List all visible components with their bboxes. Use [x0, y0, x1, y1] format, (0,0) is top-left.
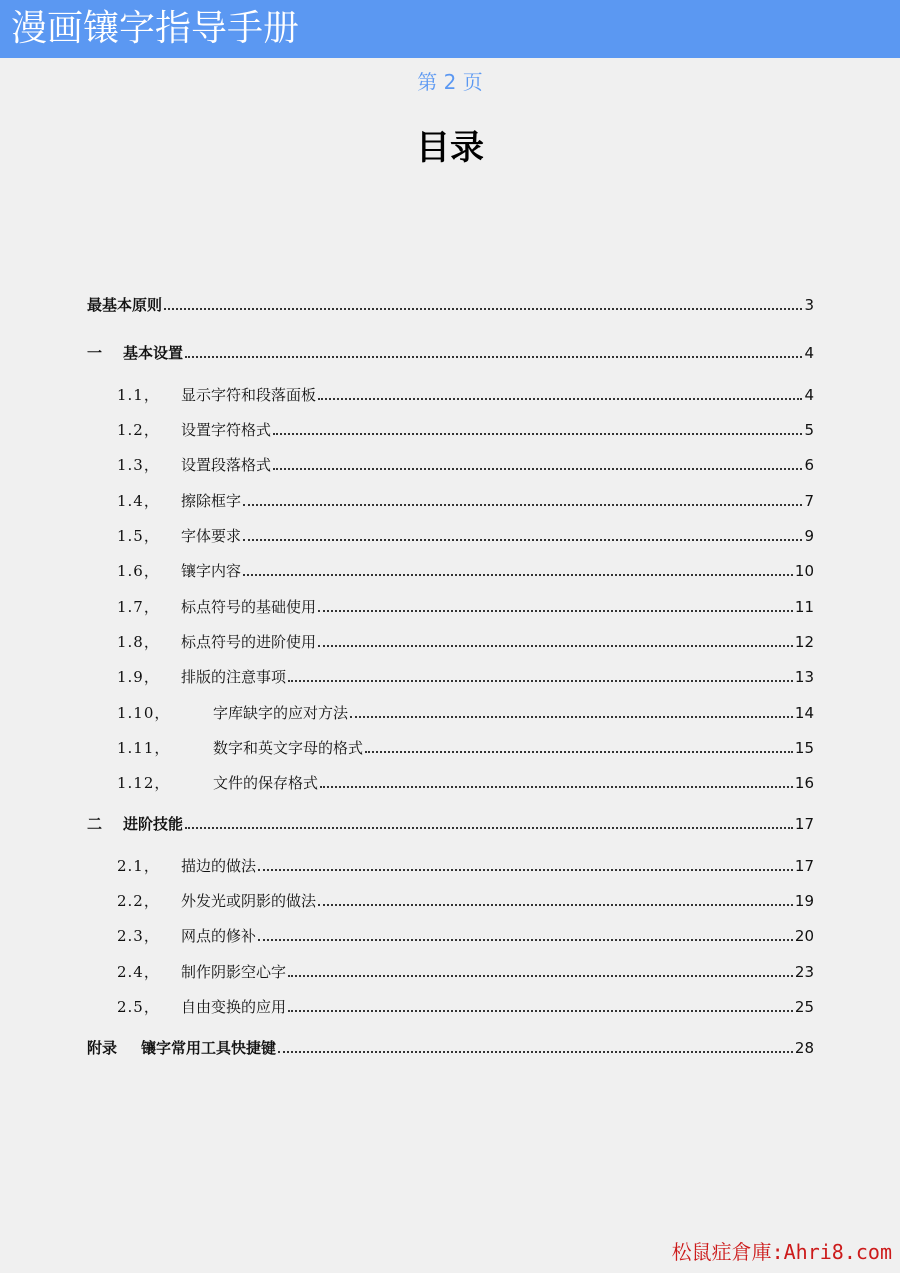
toc-entry-page: 12 — [794, 633, 814, 651]
toc-entry-title: 擦除框字 — [181, 492, 242, 510]
toc-entry-number: 1.5， — [117, 527, 160, 545]
toc-entry-page: 17 — [794, 857, 814, 875]
toc-entry-title: 制作阴影空心字 — [181, 963, 287, 981]
toc-entry-title: 文件的保存格式 — [213, 774, 319, 792]
toc-entry-title: 镶字常用工具快捷键 — [141, 1039, 277, 1057]
toc-dot-leader — [273, 433, 802, 435]
toc-dot-leader — [278, 1051, 793, 1053]
toc-entry[interactable] — [87, 1033, 814, 1057]
toc-entry[interactable] — [87, 886, 814, 910]
toc-entry[interactable] — [87, 957, 814, 981]
toc-entry-page: 11 — [794, 598, 814, 616]
toc-entry-title: 字库缺字的应对方法 — [213, 704, 349, 722]
toc-dot-leader — [185, 827, 793, 829]
toc-entry-title: 排版的注意事项 — [181, 668, 287, 686]
toc-entry[interactable] — [87, 851, 814, 875]
toc-entry-title: 设置段落格式 — [181, 456, 272, 474]
toc-dot-leader — [365, 751, 793, 753]
toc-entry-title: 标点符号的进阶使用 — [181, 633, 317, 651]
toc-entry[interactable] — [87, 380, 814, 404]
toc-dot-leader — [243, 504, 802, 506]
toc-entry-number: 1.9， — [117, 668, 160, 686]
toc-entry-page: 23 — [794, 963, 814, 981]
toc-entry-page: 6 — [804, 456, 814, 474]
toc-entry[interactable] — [87, 698, 814, 722]
toc-entry[interactable] — [87, 415, 814, 439]
toc-entry-page: 17 — [794, 815, 814, 833]
toc-dot-leader — [243, 574, 793, 576]
toc-entry-page: 9 — [804, 527, 814, 545]
toc-heading: 目录 — [416, 128, 484, 168]
toc-dot-leader — [318, 398, 802, 400]
toc-entry-page: 20 — [794, 927, 814, 945]
toc-entry-page: 15 — [794, 739, 814, 757]
toc-entry-number: 1.3， — [117, 456, 160, 474]
toc-entry[interactable] — [87, 768, 814, 792]
toc-dot-leader — [318, 610, 793, 612]
toc-entry-page: 3 — [804, 296, 814, 314]
toc-entry[interactable] — [87, 290, 814, 314]
toc-entry-number: 1.2， — [117, 421, 160, 439]
toc-entry-title: 网点的修补 — [181, 927, 257, 945]
toc-entry-number: 2.4， — [117, 963, 160, 981]
toc-entry[interactable] — [87, 662, 814, 686]
toc-entry-title: 自由变换的应用 — [181, 998, 287, 1016]
toc-entry-page: 10 — [794, 562, 814, 580]
toc-entry[interactable] — [87, 521, 814, 545]
toc-entry-page: 14 — [794, 704, 814, 722]
toc-entry-title: 基本设置 — [123, 344, 184, 362]
toc-entry[interactable] — [87, 450, 814, 474]
toc-entry-number: 1.6， — [117, 562, 160, 580]
toc-entry-page: 16 — [794, 774, 814, 792]
toc-entry-title: 显示字符和段落面板 — [181, 386, 317, 404]
toc-dot-leader — [288, 680, 793, 682]
watermark: 松鼠症倉庫:Ahri8.com — [671, 1240, 892, 1264]
toc-dot-leader — [350, 716, 793, 718]
toc-entry-title: 最基本原则 — [87, 296, 163, 314]
toc-dot-leader — [243, 539, 802, 541]
toc-entry[interactable] — [87, 486, 814, 510]
toc-dot-leader — [288, 1010, 793, 1012]
toc-dot-leader — [288, 975, 793, 977]
toc-entry-page: 19 — [794, 892, 814, 910]
document-title: 漫画镶字指导手册 — [11, 8, 300, 49]
toc-entry[interactable] — [87, 338, 814, 362]
toc-entry-page: 28 — [794, 1039, 814, 1057]
toc-entry-number: 1.4， — [117, 492, 160, 510]
page-number-label: 第 2 页 — [417, 70, 483, 94]
toc-entry-title: 进阶技能 — [123, 815, 184, 833]
toc-entry[interactable] — [87, 733, 814, 757]
toc-entry-number: 1.11， — [117, 739, 171, 757]
toc-entry-number: 2.3， — [117, 927, 160, 945]
toc-entry-number: 1.10， — [117, 704, 171, 722]
toc-entry-number: 1.12， — [117, 774, 171, 792]
toc-entry-number: 二 — [87, 815, 103, 833]
toc-entry-title: 标点符号的基础使用 — [181, 598, 317, 616]
toc-dot-leader — [164, 308, 802, 310]
toc-entry-page: 4 — [804, 344, 814, 362]
toc-dot-leader — [320, 786, 793, 788]
toc-entry-number: 1.1， — [117, 386, 160, 404]
toc-entry-number: 2.5， — [117, 998, 160, 1016]
toc-entry-page: 25 — [794, 998, 814, 1016]
toc-entry-number: 附录 — [87, 1039, 118, 1057]
toc-entry-page: 4 — [804, 386, 814, 404]
toc-entry-number: 1.8， — [117, 633, 160, 651]
toc-entry[interactable] — [87, 592, 814, 616]
toc-entry-page: 5 — [804, 421, 814, 439]
toc-entry-title: 数字和英文字母的格式 — [213, 739, 364, 757]
toc-entry-number: 1.7， — [117, 598, 160, 616]
toc-entry-number: 2.1， — [117, 857, 160, 875]
toc-dot-leader — [318, 645, 793, 647]
toc-entry-page: 7 — [804, 492, 814, 510]
toc-entry[interactable] — [87, 556, 814, 580]
toc-entry-number: 2.2， — [117, 892, 160, 910]
toc-entry[interactable] — [87, 627, 814, 651]
toc-entry-page: 13 — [794, 668, 814, 686]
toc-entry-title: 镶字内容 — [181, 562, 242, 580]
toc-dot-leader — [185, 356, 802, 358]
toc-dot-leader — [273, 468, 802, 470]
toc-entry[interactable] — [87, 921, 814, 945]
toc-entry-number: 一 — [87, 344, 103, 362]
toc-entry-title: 描边的做法 — [181, 857, 257, 875]
toc-entry-title: 字体要求 — [181, 527, 242, 545]
toc-entry[interactable] — [87, 809, 814, 833]
toc-dot-leader — [318, 904, 793, 906]
toc-dot-leader — [258, 869, 793, 871]
toc-dot-leader — [258, 939, 793, 941]
toc-entry-title: 设置字符格式 — [181, 421, 272, 439]
toc-entry[interactable] — [87, 992, 814, 1016]
toc-entry-title: 外发光或阴影的做法 — [181, 892, 317, 910]
table-of-contents — [87, 0, 814, 1273]
